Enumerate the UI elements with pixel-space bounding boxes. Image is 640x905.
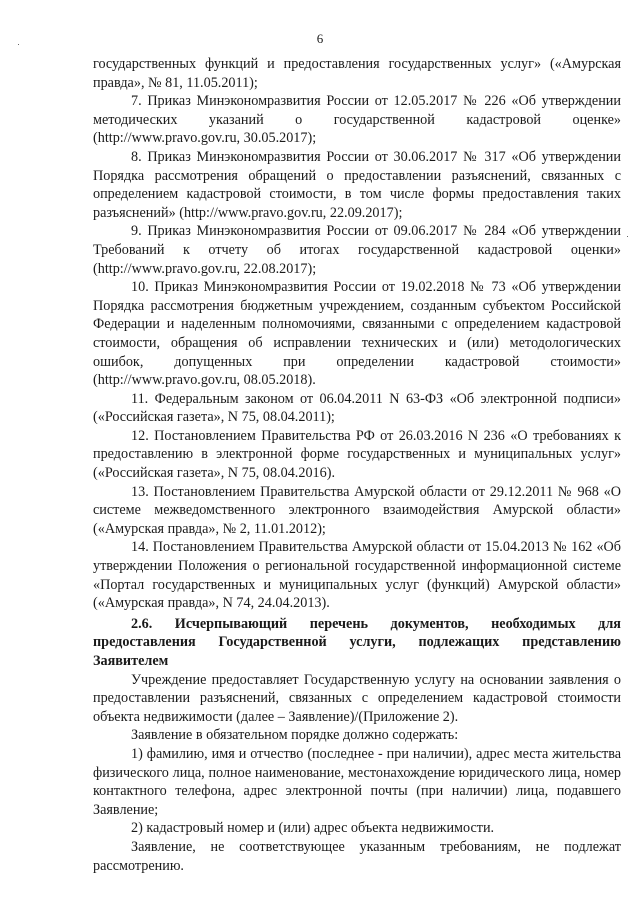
list-item-12: 12. Постановлением Правительства РФ от 26.03.2016 N 236 «О требованиях к предоставлению в электронной форме государственных и муниципальных услуг» («Российская газета», N 75, 08.04.2016). xyxy=(93,427,621,482)
list-item-11: 11. Федеральным законом от 06.04.2011 N 63-ФЗ «Об электронной подписи» («Российская газета», N 75, 08.04.2011); xyxy=(93,390,621,426)
list-item-7: 7. Приказ Минэкономразвития России от 12.05.2017 № 226 «Об утверждении методических указаний о государственной кадастровой оценке» (http://www.pravo.gov.ru, 30.05.2017); xyxy=(93,93,621,147)
paragraph-continuation: государственных функций и предоставления государственных услуг» («Амурская правда», № 81, 11.05.2011); xyxy=(93,56,621,91)
scan-speck xyxy=(18,44,19,45)
requirement-item-2: 2) кадастровый номер и (или) адрес объекта недвижимости. xyxy=(131,820,495,837)
list-item-14: 14. Постановлением Правительства Амурской области от 15.04.2013 № 162 «Об утверждении Положения о региональной государственной информационной системе «Портал государственных и муниципальных услуг (функций) Амурской области» («Амурская правда», N 74, 24.04.2013). xyxy=(93,539,621,612)
list-item-8: 8. Приказ Минэкономразвития России от 30.06.2017 № 317 «Об утверждении Порядка рассмотрения обращений о предоставлении разъяснений, связанных с определением кадастровой стоимости, в том числе формы предоставления таких разъяснений» (http://www.pravo.gov.ru, 22.09.2017); xyxy=(93,148,621,221)
document-body xyxy=(93,55,621,875)
body-paragraph-basis: Учреждение предоставляет Государственную услугу на основании заявления о предоставлении разъяснений, связанных с определением кадастровой стоимости объекта недвижимости (далее – Заявление)/(Приложение 2). xyxy=(93,671,621,725)
body-paragraph-rejection: Заявление, не соответствующее указанным требованиям, не подлежат рассмотрению. xyxy=(93,838,621,874)
requirement-item-1: 1) фамилию, имя и отчество (последнее - при наличии), адрес места жительства физического лица, полное наименование, местонахождение юридического лица, номер контактного телефона, адрес электронной почты (при наличии) лица, подавшего Заявление; xyxy=(93,745,621,818)
body-paragraph-requirements: Заявление в обязательном порядке должно содержать: xyxy=(131,727,459,744)
section-heading-2-6: 2.6. Исчерпывающий перечень документов, необходимых для предоставления Государственной услуги, подлежащих представлению Заявителем xyxy=(93,615,621,669)
list-item-13: 13. Постановлением Правительства Амурской области от 29.12.2011 № 968 «О системе межведомственного электронного взаимодействия Амурской области» («Амурская правда», № 2, 11.01.2012); xyxy=(93,483,621,537)
scan-speck xyxy=(627,236,628,237)
list-item-9: 9. Приказ Минэкономразвития России от 09.06.2017 № 284 «Об утверждении Требований к отчету об итогах государственной кадастровой оценки» (http://www.pravo.gov.ru, 22.08.2017); xyxy=(93,223,621,277)
list-item-10: 10. Приказ Минэкономразвития России от 19.02.2018 № 73 «Об утверждении Порядка рассмотрения бюджетным учреждением, созданным субъектом Российской Федерации и наделенным полномочиями, связанными с определением кадастровой стоимости, обращения об исправлении технических и (или) методологических ошибок, допущенных при определении кадастровой стоимости» (http://www.pravo.gov.ru, 08.05.2018). xyxy=(93,279,621,389)
page-number: 6 xyxy=(316,31,324,46)
